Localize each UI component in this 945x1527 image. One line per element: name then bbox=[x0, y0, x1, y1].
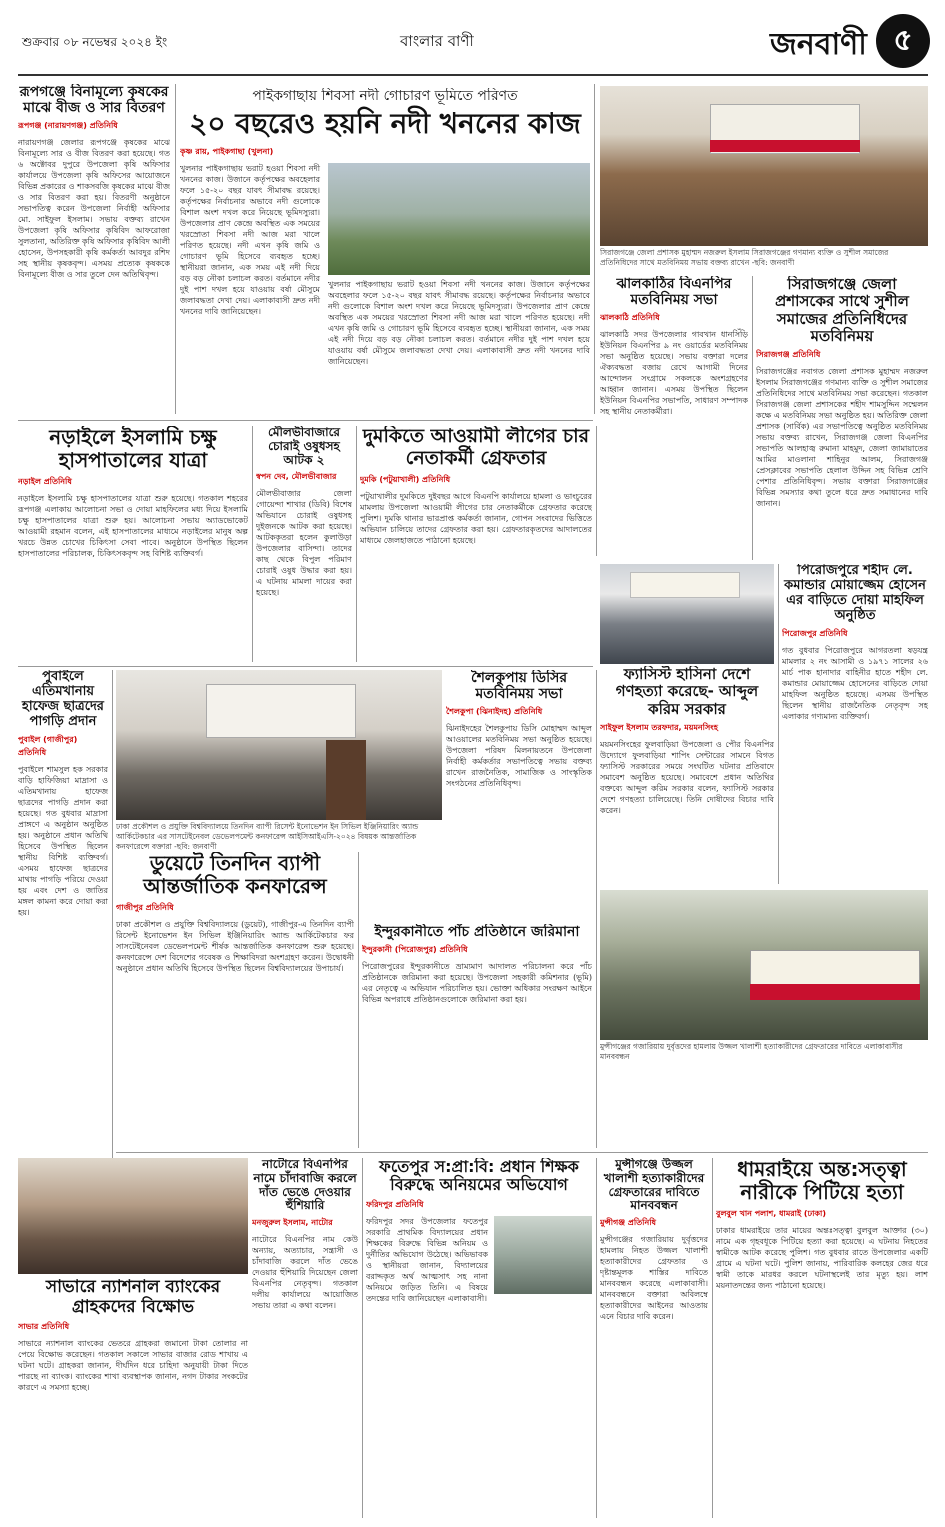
article-body: পুবাইলে শামসুল হক সরকার বাড়ি হাফিজিয়া মাদ্রাসা ও এতিমখানায় হাফেজ ছাত্রদের পাগড়ি প্রদান করা হয়েছে। গত বুধবার মাদ্রাসা প্রাঙ্গণে এ অনুষ্ঠান অনুষ্ঠিত হয়। অনুষ্ঠানে প্রধান অতিথি হিসেবে উপস্থিত ছিলেন স্থানীয় বিশিষ্ট ব্যক্তিবর্গ। এসময় হাফেজ ছাত্রদের মাথায় পাগড়ি পরিয়ে দেওয়া হয় এবং দেশ ও জাতির মঙ্গল কামনা করে দোয়া করা হয়। bbox=[18, 764, 108, 917]
article-body: গত বুধবার পিরোজপুরে আগরতলা ষড়যন্ত্র মামলার ২ নং আসামী ও ১৯৭১ সালের ২৬ মার্চ পাক হানাদার বাহিনীর হাতে শহীদ লে. কমান্ডার মোয়াজ্জেম হোসেনের বাড়িতে দোয়া মাহফিল অনুষ্ঠিত হয়েছে। এসময় উপস্থিত ছিলেন স্থানীয় রাজনৈতিক নেতৃবৃন্দ সহ এলাকার গণ্যমান্য ব্যক্তিবর্গ। bbox=[782, 645, 928, 721]
byline: রূপগঞ্জ (নারায়ণগঞ্জ) প্রতিনিধি bbox=[18, 121, 118, 131]
headline: ফতেপুর স:প্রা:বি: প্রধান শিক্ষক বিরুদ্ধে অনিয়মের অভিযোগ bbox=[379, 1158, 579, 1195]
article-body: নারায়ণগঞ্জ জেলার রূপগঞ্জে কৃষকের মাঝে বিনামূল্যে সার ও বীজ বিতরণ করা হয়েছে। গত ৬ অক্টোবর দুপুরে উপজেলা কৃষি অফিসার কার্যালয়ে উপজেলা কৃষি অফিসের আয়োজনে বিভিন্ন প্রকারের ও শাকসবজি কৃষকের মাঝে বীজ ও সার বিতরণ করা হয়। বিতরণী অনুষ্ঠানে সভাপতিত্ব করেন উপজেলা নির্বাহী অফিসার মো. সাইফুল ইসলাম। সভায় বক্তব্য রাখেন উপজেলা কৃষি অফিসার কৃষিবিদ আফরোজা সুলতানা, অতিরিক্ত কৃষি অফিসার কৃষিবিদ আলী হোসেন, উপসহকারী কৃষি কর্মকর্তা আবদুর রশিদ সহ স্থানীয় কৃষকবৃন্দ। এসময় প্রত্যেক কৃষককে বিনামূল্যে বীজ ও সার তুলে দেন অতিথিবৃন্দ। bbox=[18, 138, 170, 280]
conference-banner bbox=[206, 684, 356, 738]
article-sirajganj bbox=[756, 276, 928, 560]
article-rupganj bbox=[18, 84, 170, 422]
column-rule bbox=[356, 426, 357, 662]
article-body: ফরিদপুর সদর উপজেলার ফতেপুর সরকারি প্রাথমিক বিদ্যালয়ের প্রধান শিক্ষকের বিরুদ্ধে বিভিন্ন অনিয়ম ও দুর্নীতির অভিযোগ উঠেছে। অভিভাবক ও স্থানীয়রা জানান, বিদ্যালয়ের বরাদ্দকৃত অর্থ আত্মসাৎ সহ নানা অনিয়মে জড়িত তিনি। এ বিষয়ে তদন্তের দাবি জানিয়েছেন এলাকাবাসী। bbox=[366, 1216, 488, 1303]
article-munshiganj bbox=[600, 1158, 708, 1518]
headline: ২০ বছরেও হয়নি নদী খননের কাজ bbox=[189, 107, 581, 141]
byline: দুমকি (পটুয়াখালী) প্রতিনিধি bbox=[360, 474, 451, 484]
human-chain-photo bbox=[600, 890, 928, 1040]
article-sailkupa bbox=[446, 670, 592, 920]
article-dumki bbox=[360, 426, 592, 662]
column-rule bbox=[596, 670, 597, 1148]
article-paikgacha bbox=[180, 88, 590, 414]
headline: ফ্যাসিস্ট হাসিনা দেশে গণহত্যা করেছে- আব্দুল করিম সরকার bbox=[615, 666, 759, 718]
byline: বুলবুল খান পলাশ, ধামরাই (ঢাকা) bbox=[716, 1209, 827, 1218]
banner-stripe bbox=[710, 140, 860, 152]
janabani-logo bbox=[770, 14, 930, 72]
byline: ফরিদপুর প্রতিনিধি bbox=[366, 1199, 424, 1209]
headline: সাভারে ন্যাশনাল ব্যাংকের গ্রাহকদের বিক্ষোভ bbox=[45, 1278, 221, 1317]
byline: গাজীপুর প্রতিনিধি bbox=[116, 903, 174, 912]
headline: ইন্দুরকানীতে পাঁচ প্রতিষ্ঠানে জরিমানা bbox=[374, 924, 580, 940]
headline: ঝালকাঠির বিএনপির মতবিনিময় সভা bbox=[616, 276, 732, 309]
headline: দুমকিতে আওয়ামী লীগের চার নেতাকর্মী গ্রেফতার bbox=[362, 426, 590, 469]
article-body: ঝিনাইদহের শৈলকুপায় ডিসি মোহাম্মদ আব্দুল আওয়ালের মতবিনিময় সভা অনুষ্ঠিত হয়েছে। উপজেলা পরিষদ মিলনায়তনে উপজেলা নির্বাহী কর্মকর্তার সভাপতিত্বে সভায় বক্তব্য রাখেন রাজনৈতিক, সামাজিক ও সাংস্কৃতিক সংগঠনের প্রতিনিধিবৃন্দ। bbox=[446, 724, 592, 789]
headline: মুন্সীগঞ্জে উজ্জল খালাশী হত্যাকারীদের গ্রেফতারের দাবিতে মানববন্ধন bbox=[603, 1158, 705, 1213]
byline: সাভার প্রতিনিধি bbox=[18, 1322, 70, 1332]
byline: সিরাজগঞ্জ প্রতিনিধি bbox=[756, 350, 821, 359]
article-fascist bbox=[600, 666, 774, 886]
header-rule bbox=[18, 74, 928, 76]
bank-crowd-photo bbox=[18, 1158, 248, 1274]
article-body: নড়াইলে ইসলামি চক্ষু হাসপাতালের যাত্রা শুরু হয়েছে। গতকাল শহরের রূপগঞ্জ এলাকায় আলোচনা সভা ও দোয়া মাহফিলের মধ্য দিয়ে ইসলামি চক্ষু হাসপাতালের যাত্রা শুরু হয়। আলোচনা সভায় অ্যাডভোকেট আওয়ামী রহমান বলেন, এই হাসপাতালের মাধ্যমে নড়াইলের মানুষ অল্প খরচে উন্নত চোখের চিকিৎসা সেবা পাবে। অনুষ্ঠানে উপস্থিত ছিলেন হাসপাতালের পরিচালক, চিকিৎসকবৃন্দ সহ বিশিষ্ট ব্যক্তিবর্গ। bbox=[18, 494, 248, 558]
byline: স্বপন দেব, মৌলভীবাজার bbox=[256, 472, 337, 482]
article-savar bbox=[18, 1278, 248, 1518]
article-body: সিরাজগঞ্জের নবাগত জেলা প্রশাসক মুহাম্মদ নজরুল ইসলাম সিরাজগঞ্জের গণমান্য ব্যক্তি ও সুশীল সমাজের প্রতিনিধিদের সাথে মতবিনিময় সভা করেছেন। গতকাল সিরাজগঞ্জ জেলা প্রশাসকের শহীদ শামসুদ্দিন সম্মেলন কক্ষে এ মতবিনিময় সভা অনুষ্ঠিত হয়। অতিরিক্ত জেলা প্রশাসক (সার্বিক) এর সভাপতিত্বে অনুষ্ঠিত মতবিনিময় সভায় বক্তব্য রাখেন, সিরাজগঞ্জ জেলা বিএনপির সভাপতি আলহাজ্ব রুমানা মাহমুদ, জেলা জামায়াতের আমির মাওলানা শাহিনুর আলম, সিরাজগঞ্জ প্রেসক্লাবের সভাপতি হেলাল উদ্দিন সহ বিভিন্ন শ্রেণি পেশার প্রতিনিধিবৃন্দ। সভায় বক্তারা সিরাজগঞ্জের বিভিন্ন সমস্যার কথা তুলে ধরে দ্রুত সমাধানের দাবি জানান। bbox=[756, 367, 928, 508]
byline: ঝালকাঠি প্রতিনিধি bbox=[600, 313, 660, 323]
column-rule bbox=[252, 426, 253, 662]
column-rule bbox=[752, 276, 753, 560]
article-body: পটুয়াখালীর দুমকিতে দুইবছর আগে বিএনপি কার্যালয়ে হামলা ও ভাংচুরের মামলায় উপজেলা আওয়ামী লীগের চার নেতাকর্মীকে গ্রেফতার করেছে পুলিশ। দুমকি থানার ভারপ্রাপ্ত কর্মকর্তা জানান, গোপন সংবাদের ভিত্তিতে অভিযান চালিয়ে তাদের গ্রেফতার করা হয়। গ্রেফতারকৃতদের আদালতের মাধ্যমে জেলহাজতে পাঠানো হয়েছে। bbox=[360, 491, 592, 545]
column-rule bbox=[778, 564, 779, 884]
article-body: খুলনার পাইকগাছায় ভরাট হওয়া শিবসা নদী খননের কাজ। উজানে কর্তৃপক্ষের অবহেলার ফলে ১৫-২০ বছর যাবৎ সীমাবদ্ধ রয়েছে। কর্তৃপক্ষের নির্বাচনার অভাবে নদী গুলোকে বিশাল অংশ দখল করে নিয়েছে ভূমিদস্যুরা। উপজেলার প্রাণ কেন্দ্রে অবস্থিত এক সময়ের খরস্রোতা শিবসা নদী আজ মরা খালে পরিণত হয়েছে। নদী এখন কৃষি জমি ও গোচারণ ভূমি হিসেবে ব্যবহৃত হচ্ছে। স্থানীয়রা জানান, এক সময় এই নদী দিয়ে বড় বড় নৌকা চলাচল করত। বর্তমানে নদীর দুই পাশ দখল হয়ে যাওয়ায় বর্ষা মৌসুমে জলাবদ্ধতা দেখা দেয়। এলাকাবাসী দ্রুত নদী খননের দাবি জানিয়েছেন। bbox=[180, 164, 320, 317]
headline: ধামরাইয়ে অন্ত:সত্ত্বা নারীকে পিটিয়ে হত্যা bbox=[737, 1158, 907, 1204]
photo-caption: মুন্সীগঞ্জের গজারিয়ায় দুর্বৃত্তদের হামলায় উজ্জল খালাশী হত্যাকারীদের গ্রেফতারের দাবিতে এলাকাবাসীর মানববন্ধন bbox=[600, 1042, 903, 1061]
article-body: নাটোরে বিএনপির নাম কেউ অন্যায়, অত্যাচার, সন্ত্রাসী ও চাঁদাবাজি করলে দাঁত ভেঙে দেওয়ার হুঁশিয়ারি দিয়েছেন জেলা বিএনপির নেতৃবৃন্দ। গতকাল দলীয় কার্যালয়ে আয়োজিত সভায় তারা এ কথা বলেন। bbox=[252, 1235, 358, 1311]
article-jhalokathi bbox=[600, 276, 748, 560]
article-body: মৌলভীবাজার জেলা গোয়েন্দা শাখার (ডিবি) বিশেষ অভিযানে চোরাই ওষুধসহ দুইজনকে আটক করা হয়েছে। আটককৃতরা হলেন কুলাউড়া উপজেলার বাসিন্দা। তাদের কাছ থেকে বিপুল পরিমাণ চোরাই ওষুধ উদ্ধার করা হয়। এ ঘটনায় মামলা দায়ের করা হয়েছে। bbox=[256, 489, 352, 598]
river-photo bbox=[328, 163, 590, 275]
school-photo bbox=[494, 1216, 592, 1294]
issue-date: শুক্রবার ০৮ নভেম্বর ২০২৪ ইং bbox=[22, 35, 168, 49]
article-body: পিরোজপুরের ইন্দুরকানীতে ভ্রাম্যমাণ আদালত পরিচালনা করে পাঁচ প্রতিষ্ঠানকে জরিমানা করা হয়েছে। উপজেলা সহকারী কমিশনার (ভূমি) এর নেতৃত্বে এ অভিযান পরিচালিত হয়। ভোক্তা অধিকার সংরক্ষণ আইনে বিভিন্ন অপরাধে প্রতিষ্ঠানগুলোকে জরিমানা করা হয়। bbox=[362, 962, 592, 1005]
article-body: ঝালকাঠি সদর উপজেলার গাবখান ধানসিঁড়ি ইউনিয়ন বিএনপির ৯ নং ওয়ার্ডের মতবিনিময় সভা অনুষ্ঠিত হয়েছে। সভায় বক্তারা দলের ঐক্যবদ্ধতা বজায় রেখে আগামী দিনের আন্দোলন সংগ্রামে সকলকে অংশগ্রহণের আহ্বান জানান। এসময় উপস্থিত ছিলেন ইউনিয়ন বিএনপির সভাপতি, সাধারণ সম্পাদক সহ স্থানীয় নেতাকর্মীরা। bbox=[600, 330, 748, 417]
byline: মনজুরুল ইসলাম, নাটোর bbox=[252, 1218, 333, 1228]
section-rule bbox=[18, 666, 593, 667]
byline: মুন্সীগঞ্জ প্রতিনিধি bbox=[600, 1218, 656, 1228]
byline: সাইফুল ইসলাম তরফদার, ময়মনসিংহ bbox=[600, 722, 718, 732]
article-pirojpur bbox=[782, 564, 928, 886]
conference-photo bbox=[116, 670, 442, 820]
meeting-photo bbox=[600, 86, 928, 246]
article-body-continued: খুলনার পাইকগাছায় ভরাট হওয়া শিবসা নদী খননের কাজ। উজানে কর্তৃপক্ষের অবহেলার ফলে ১৫-২০ বছর যাবৎ সীমাবদ্ধ রয়েছে। কর্তৃপক্ষের নির্বাচনার অভাবে নদী গুলোকে বিশাল অংশ দখল করে নিয়েছে ভূমিদস্যুরা। উপজেলার প্রাণ কেন্দ্রে অবস্থিত এক সময়ের খরস্রোতা শিবসা নদী আজ মরা খালে পরিণত হয়েছে। নদী এখন কৃষি জমি ও গোচারণ ভূমি হিসেবে ব্যবহৃত হচ্ছে। স্থানীয়রা জানান, এক সময় এই নদী দিয়ে বড় বড় নৌকা চলাচল করত। বর্তমানে নদীর দুই পাশ দখল হয়ে যাওয়ায় বর্ষা মৌসুমে জলাবদ্ধতা দেখা দেয়। এলাকাবাসী দ্রুত নদী খননের দাবি জানিয়েছেন। bbox=[328, 280, 590, 367]
article-duet bbox=[116, 852, 354, 1152]
article-body: ময়মনসিংহের ফুলবাড়িয়া উপজেলা ও পৌর বিএনপির উদ্যোগে ফুলবাড়িয়া শাপিং সেন্টারের সামনে বিগত ফ্যাসিস্ট সরকারের সময়ে সংঘটিত ঘটনার প্রতিবাদে সমাবেশ অনুষ্ঠিত হয়েছে। সমাবেশে প্রধান অতিথির বক্তব্যে আব্দুল করিম সরকার বলেন, ফ্যাসিস্ট সরকার দেশে গণহত্যা চালিয়েছে। তিনি দোষীদের বিচার দাবি করেন। bbox=[600, 739, 774, 815]
byline: শৈলকুপা (ঝিনাইদহ) প্রতিনিধি bbox=[446, 707, 543, 717]
section-title: বাংলার বাণী bbox=[400, 32, 474, 50]
headline: সিরাজগঞ্জে জেলা প্রশাসকের সাথে সুশীল সমাজের প্রতিনিধিদের মতবিনিময় bbox=[775, 276, 909, 345]
logo-text: জনবাণী bbox=[770, 27, 867, 62]
byline: ইন্দুরকানী (পিরোজপুর) প্রতিনিধি bbox=[362, 945, 468, 955]
photo-caption: ঢাকা প্রকৌশল ও প্রযুক্তি বিশ্ববিদ্যালয়ে তিনদিন ব্যাপী রিসেন্ট ইনোভেশন ইন সিভিল ইঞ্জিনিয়ারিং অ্যান্ড আর্কিটেকচার এর সাসটেইনেবল ডেভেলপমেন্ট কনফারেন্স আইসিআইএসি-২০২৪ বিষয়ক আন্তর্জাতিক কনফারেন্সে বক্তারা -ছবি: জনবাণী bbox=[116, 822, 419, 850]
byline: পিরোজপুর প্রতিনিধি bbox=[782, 628, 848, 638]
section-rule bbox=[18, 420, 593, 421]
headline: রূপগঞ্জে বিনামূল্যে কৃষকের মাঝে বীজ ও সার বিতরণ bbox=[19, 84, 169, 117]
article-moulvibazar bbox=[256, 426, 352, 662]
article-narail bbox=[18, 426, 248, 662]
headline: মৌলভীবাজারে চোরাই ওষুধসহ আটক ২ bbox=[267, 426, 341, 467]
headline: নড়াইলে ইসলামি চক্ষু হাসপাতালের যাত্রা bbox=[49, 426, 217, 472]
headline: পিরোজপুরে শহীদ লে. কমান্ডার মোয়াজ্জেম হোসেন এর বাড়িতে দোয়া মাহফিল অনুষ্ঠিত bbox=[784, 564, 926, 623]
article-dhamrai bbox=[716, 1158, 928, 1518]
podium bbox=[326, 740, 366, 820]
byline: কৃষ্ণ রায়, পাইকগাছা (খুলনা) bbox=[180, 147, 274, 157]
page-number-badge bbox=[876, 14, 930, 68]
page-number: ৫ bbox=[893, 23, 913, 58]
byline: পুবাইল (গাজীপুর) প্রতিনিধি bbox=[18, 734, 78, 757]
column-rule bbox=[362, 1158, 363, 1518]
headline: পুবাইলে এতিমখানায় হাফেজ ছাত্রদের পাগড়ি প্রদান bbox=[22, 670, 104, 729]
column-rule bbox=[594, 84, 595, 414]
article-body: সাভারে ন্যাশনাল ব্যাংকের ভেতরে গ্রাহকরা জমানো টাকা তোলার না পেয়ে বিক্ষোভ করেছেন। গতকাল সকালে সাভার বাজার রোড শাখায় এ ঘটনা ঘটে। গ্রাহকরা জানান, দীর্ঘদিন ধরে চাহিদা অনুযায়ী টাকা দিতে পারছে না ব্যাংক। ব্যাংকের শাখা ব্যবস্থাপক জানান, নগদ টাকার সংকটের কারণে এ সমস্যা হচ্ছে। bbox=[18, 1339, 248, 1393]
article-body: মুন্সীগঞ্জের গজারিয়ায় দুর্বৃত্তদের হামলায় নিহত উজ্জল খালাশী হত্যাকারীদের গ্রেফতার ও দৃষ্টান্তমূলক শাস্তির দাবিতে মানববন্ধন করেছে এলাকাবাসী। মানববন্ধনে বক্তারা অবিলম্বে হত্যাকারীদের আইনের আওতায় এনে বিচার দাবি করেন। bbox=[600, 1235, 708, 1322]
headline: শৈলকুপায় ডিসির মতবিনিময় সভা bbox=[470, 670, 568, 703]
article-body: ঢাকার ধামরাইয়ে তার মায়ের অন্তঃসত্ত্বা বুলবুল আক্তার (৩০) নামে এক গৃহবধূকে পিটিয়ে হত্যা করা হয়েছে। এ ঘটনায় নিহতের স্বামীকে আটক করেছে পুলিশ। গত বুধবার রাতে উপজেলার একটি গ্রামে এ ঘটনা ঘটে। পুলিশ জানায়, পারিবারিক কলহের জের ধরে স্বামী তাকে মারধর করলে ঘটনাস্থলেই তার মৃত্যু হয়। লাশ ময়নাতদন্তের জন্য পাঠানো হয়েছে। bbox=[716, 1226, 928, 1290]
photo-caption: সিরাজগঞ্জে জেলা প্রশাসক মুহাম্মদ নজরুল ইসলাম সিরাজগঞ্জের গণমান্য ব্যক্তি ও সুশীল সমাজের প্রতিনিধিদের সাথে মতবিনিময় সভায় বক্তব্য রাখেন -ছবি: জনবাণী bbox=[600, 248, 889, 267]
column-rule bbox=[712, 1158, 713, 1518]
kicker: পাইকগাছায় শিবসা নদী গোচারণ ভূমিতে পরিণত bbox=[252, 88, 518, 104]
column-rule bbox=[596, 426, 597, 556]
byline: নড়াইল প্রতিনিধি bbox=[18, 477, 72, 486]
rally-banner bbox=[630, 572, 740, 598]
headline: নাটোরে বিএনপির নামে চাঁদাবাজি করলে দাঁত ভেঙে দেওয়ার হুঁশিয়ারি bbox=[253, 1158, 357, 1213]
article-natore bbox=[252, 1158, 358, 1518]
masthead bbox=[0, 0, 945, 80]
article-fatehpur bbox=[366, 1158, 592, 1518]
article-indurkani bbox=[362, 924, 592, 1148]
headline: ডুয়েটে তিনদিন ব্যাপী আন্তর্জাতিক কনফারেন্স bbox=[143, 852, 327, 898]
column-rule bbox=[596, 1158, 597, 1518]
section-rule bbox=[116, 1152, 928, 1153]
column-rule bbox=[358, 852, 359, 1148]
article-body: ঢাকা প্রকৌশল ও প্রযুক্তি বিশ্ববিদ্যালয়ে (ডুয়েট), গাজীপুর-এ তিনদিন ব্যাপী রিসেন্ট ইনোভেশন ইন সিভিল ইঞ্জিনিয়ারিং অ্যান্ড আর্কিটেকচার ফর সাসটেইনেবল ডেভেলপমেন্ট শীর্ষক আন্তর্জাতিক কনফারেন্স শুরু হয়েছে। কনফারেন্সে দেশ বিদেশের গবেষক ও শিক্ষাবিদরা অংশগ্রহণ করেন। উদ্বোধনী অনুষ্ঠানে প্রধান অতিথি হিসেবে উপস্থিত ছিলেন বিশ্ববিদ্যালয়ের উপাচার্য। bbox=[116, 920, 354, 973]
rally-photo bbox=[600, 564, 774, 664]
column-rule bbox=[175, 84, 176, 414]
protest-banner-text bbox=[750, 984, 920, 1000]
